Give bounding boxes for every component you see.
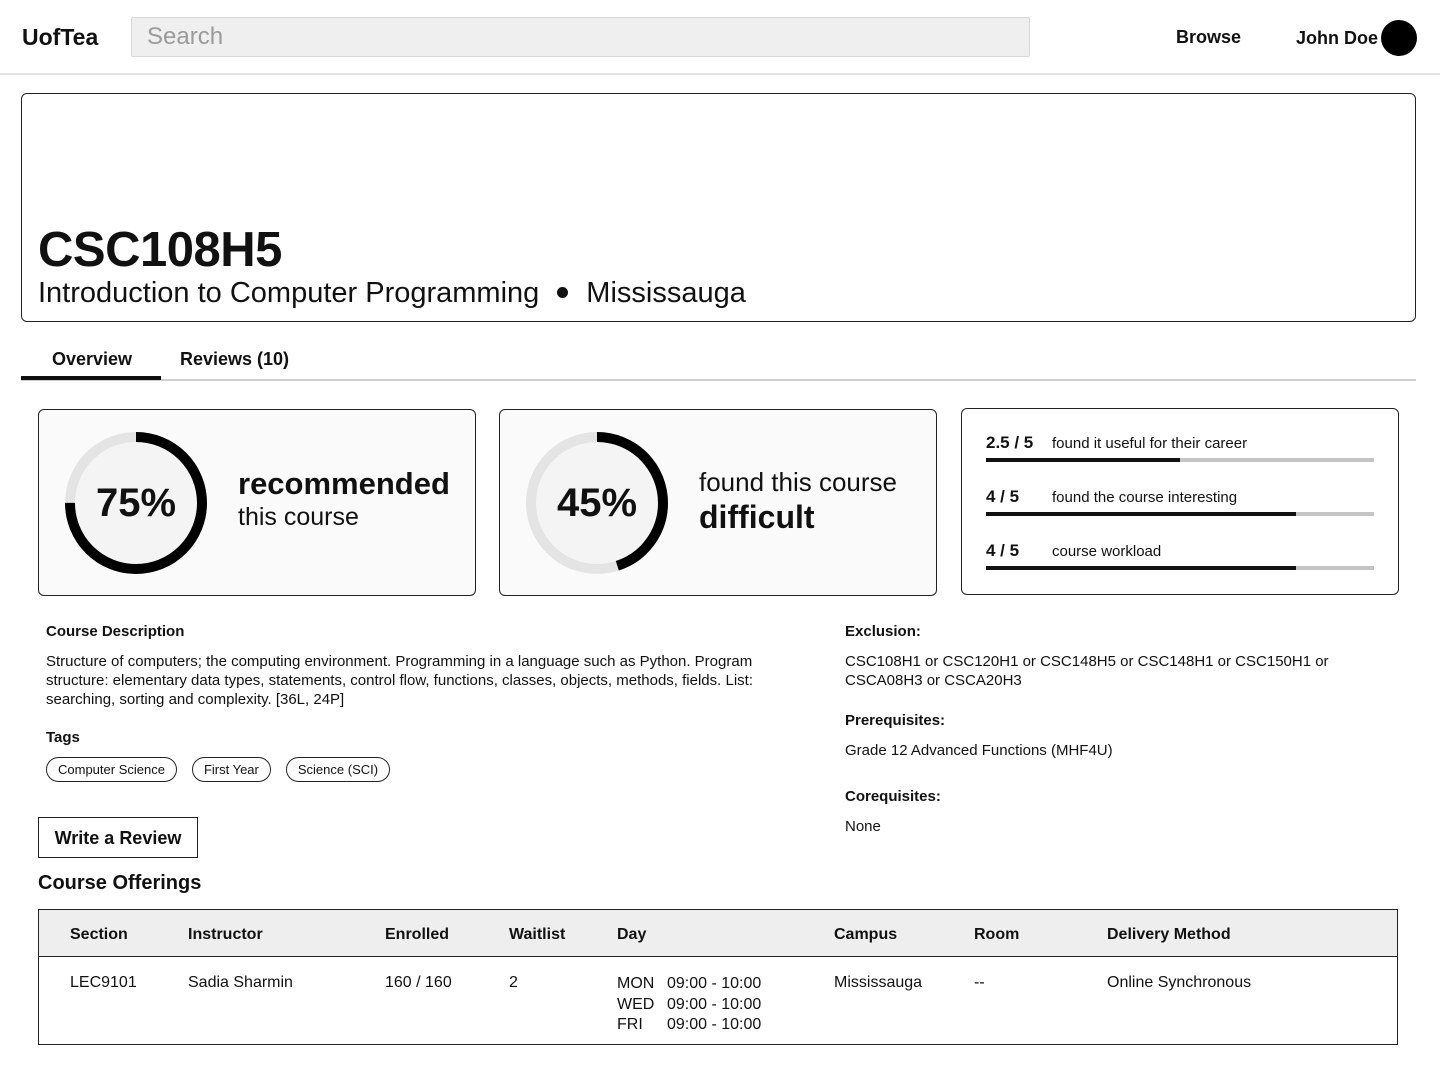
cell-enrolled: 160 / 160	[385, 974, 452, 991]
cell-campus: Mississauga	[834, 974, 923, 991]
course-title: Introduction to Computer Programming	[38, 277, 540, 309]
rating-bar	[986, 512, 1374, 516]
rating-career	[986, 433, 1376, 473]
search-input[interactable]	[131, 17, 1030, 57]
tag-list	[46, 757, 390, 782]
rating-bar-fill	[986, 512, 1296, 516]
tag-chip[interactable]: Computer Science	[46, 757, 177, 782]
column-header: Section	[70, 926, 128, 943]
description-text: Structure of computers; the computing environment. Programming in a language such as Python. Program structure: elementary data types, statements, control flow, functions, classes, objects, methods, fields. List: searching, sorting and complexity. [36L, 24P]	[46, 653, 753, 708]
avatar[interactable]	[1381, 20, 1417, 56]
course-hero	[21, 93, 1416, 322]
difficulty-label: found this course	[699, 467, 898, 497]
write-review-button[interactable]: Write a Review	[38, 817, 198, 858]
cell-instructor: Sadia Sharmin	[188, 974, 293, 991]
rating-workload	[986, 541, 1376, 581]
rating-score: 2.5 / 5	[986, 433, 1034, 452]
rating-label: found the course interesting	[1052, 489, 1238, 506]
column-header: Room	[974, 926, 1020, 943]
logo[interactable]: UofTea	[22, 24, 99, 50]
offerings-table	[38, 909, 1398, 1045]
user-name[interactable]: John Doe	[1296, 28, 1379, 48]
column-header: Day	[617, 926, 647, 943]
rating-bar-fill	[986, 566, 1296, 570]
day-name: MON	[617, 975, 655, 992]
rating-interesting	[986, 487, 1376, 527]
recommended-label: recommended	[238, 466, 450, 501]
rating-bar	[986, 566, 1374, 570]
exclusion-heading: Exclusion:	[845, 623, 921, 640]
cell-waitlist: 2	[509, 974, 518, 991]
time-range: 09:00 - 10:00	[667, 995, 762, 1013]
column-header: Waitlist	[509, 926, 566, 943]
time-range: 09:00 - 10:00	[667, 975, 762, 992]
cell-days	[617, 974, 761, 1036]
day-time	[617, 995, 761, 1016]
tab-reviews[interactable]: Reviews (10)	[180, 349, 290, 369]
difficulty-percent: 45%	[556, 481, 638, 525]
tab-bar	[21, 339, 1416, 381]
difficulty-sublabel: difficult	[699, 499, 815, 535]
column-header: Campus	[834, 926, 898, 943]
browse-link[interactable]: Browse	[1176, 27, 1242, 47]
rating-bar	[986, 458, 1374, 462]
column-header: Delivery Method	[1107, 926, 1231, 943]
table-header	[39, 910, 1397, 957]
course-campus: Mississauga	[586, 277, 746, 309]
difficulty-card	[499, 409, 937, 596]
course-subtitle	[38, 277, 746, 310]
cell-section: LEC9101	[70, 974, 137, 991]
separator-dot-icon	[557, 287, 568, 298]
tags-heading: Tags	[46, 729, 80, 746]
day-time	[617, 974, 761, 995]
rating-label: course workload	[1052, 543, 1162, 560]
course-code: CSC108H5	[38, 223, 282, 277]
cell-delivery: Online Synchronous	[1107, 974, 1252, 991]
tag-chip[interactable]: First Year	[192, 757, 271, 782]
rating-bar-fill	[986, 458, 1180, 462]
active-tab-indicator	[21, 376, 161, 380]
recommended-sublabel: this course	[238, 503, 359, 531]
tab-overview[interactable]: Overview	[52, 349, 133, 369]
time-range: 09:00 - 10:00	[667, 1016, 762, 1033]
cell-room: --	[974, 974, 985, 991]
column-header: Instructor	[188, 926, 263, 943]
column-header: Enrolled	[385, 926, 450, 943]
offerings-heading: Course Offerings	[38, 872, 202, 894]
corequisites-heading: Corequisites:	[845, 788, 941, 805]
top-nav	[0, 0, 1440, 75]
ratings-card	[961, 408, 1399, 595]
description-heading: Course Description	[46, 623, 185, 640]
recommended-percent: 75%	[95, 481, 177, 525]
prerequisites-heading: Prerequisites:	[845, 712, 946, 729]
recommended-card	[38, 409, 476, 596]
day-name: FRI	[617, 1016, 643, 1033]
exclusion-text: CSC108H1 or CSC120H1 or CSC148H5 or CSC148H1 or CSC150H1 or CSCA08H3 or CSCA20H3	[845, 653, 1329, 689]
tag-chip[interactable]: Science (SCI)	[286, 757, 390, 782]
prerequisites-text: Grade 12 Advanced Functions (MHF4U)	[845, 742, 1113, 759]
day-name: WED	[617, 995, 655, 1013]
rating-score: 4 / 5	[986, 487, 1020, 506]
rating-score: 4 / 5	[986, 541, 1020, 560]
corequisites-text: None	[845, 818, 881, 835]
day-time	[617, 1015, 761, 1036]
rating-label: found it useful for their career	[1052, 435, 1248, 452]
